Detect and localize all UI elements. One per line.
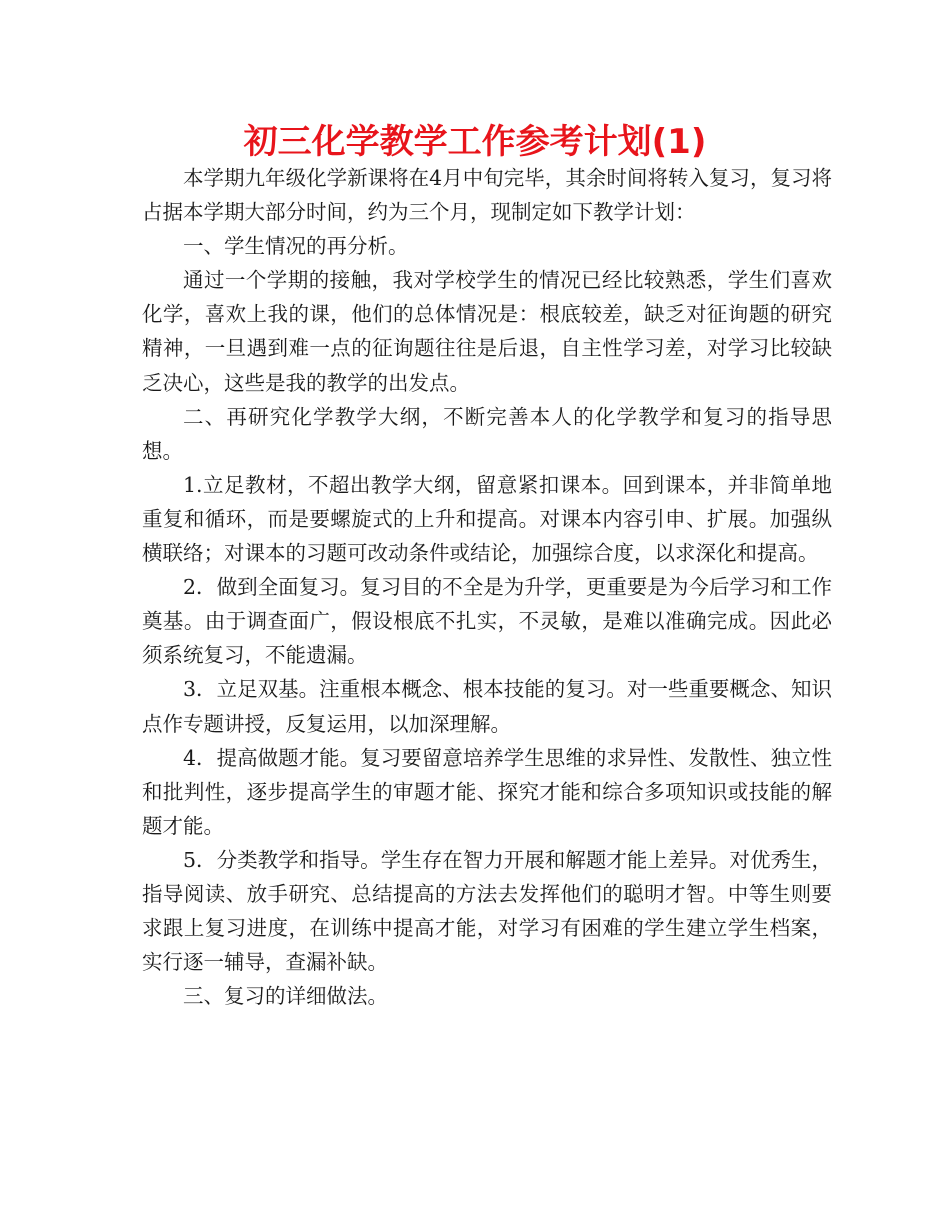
paragraph-item-2: 2．做到全面复习。复习目的不全是为升学，更重要是为今后学习和工作奠基。由于调查面广，假设根底不扎实，不灵敏，是难以准确完成。因此必须系统复习，不能遗漏。 [142, 575, 832, 668]
document-title: 初三化学教学工作参考计划(1) [243, 122, 707, 162]
document-body [142, 161, 832, 1013]
paragraph-item-1: 1.立足教材，不超出教学大纲，留意紧扣课本。回到课本，并非简单地重复和循环，而是要螺旋式的上升和提高。对课本内容引申、扩展。加强纵横联络；对课本的习题可改动条件或结论，加强综合度，以求深化和提高。 [142, 472, 832, 566]
heading-syllabus-study: 二、再研究化学教学大纲，不断完善本人的化学教学和复习的指导思想。 [142, 404, 832, 463]
paragraph-item-5: 5．分类教学和指导。学生存在智力开展和解题才能上差异。对优秀生，指导阅读、放手研究、总结提高的方法去发挥他们的聪明才智。中等生则要求跟上复习进度，在训练中提高才能，对学习有困难的学生建立学生档案，实行逐一辅导，查漏补缺。 [142, 847, 832, 975]
paragraph-item-4: 4．提高做题才能。复习要留意培养学生思维的求异性、发散性、独立性和批判性，逐步提高学生的审题才能、探究才能和综合多项知识或技能的解题才能。 [142, 745, 832, 838]
heading-review-methods: 三、复习的详细做法。 [183, 984, 388, 1009]
paragraph-student-situation: 通过一个学期的接触，我对学校学生的情况已经比较熟悉，学生们喜欢化学，喜欢上我的课，他们的总体情况是：根底较差，缺乏对征询题的研究精神，一旦遇到难一点的征询题往往是后退，自主性学习差，对学习比较缺乏决心，这些是我的教学的出发点。 [142, 268, 832, 395]
paragraph-intro: 本学期九年级化学新课将在4月中旬完毕，其余时间将转入复习，复习将占据本学期大部分时间，约为三个月，现制定如下教学计划： [142, 166, 832, 225]
paragraph-item-3: 3．立足双基。注重根本概念、根本技能的复习。对一些重要概念、知识点作专题讲授，反复运用，以加深理解。 [142, 677, 832, 736]
heading-student-analysis: 一、学生情况的再分析。 [183, 234, 409, 259]
